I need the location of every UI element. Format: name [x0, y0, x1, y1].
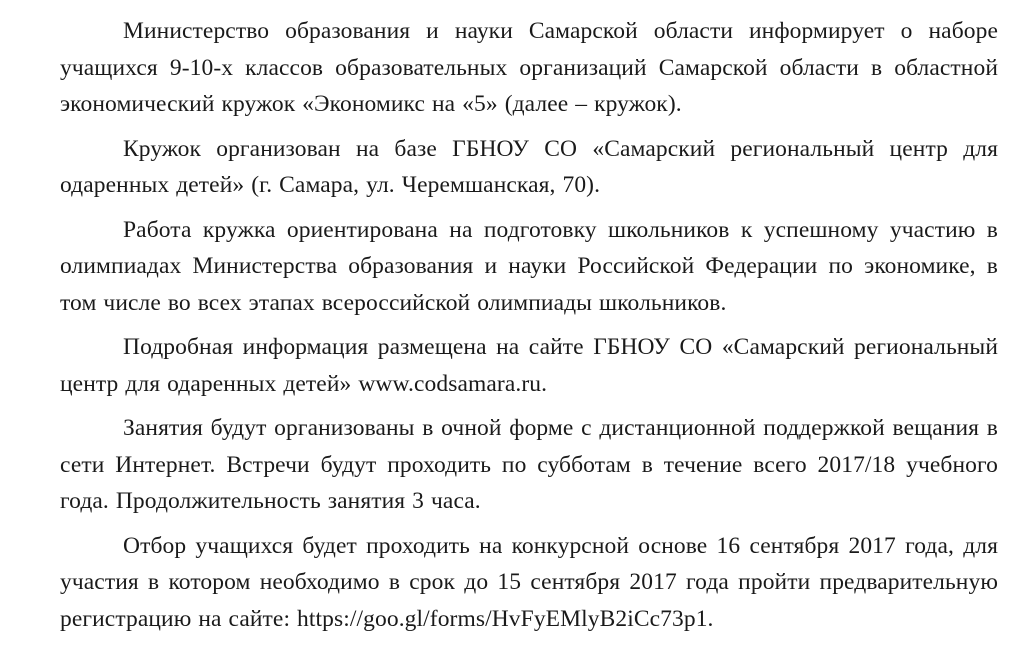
paragraph-website-info: Подробная информация размещена на сайте ГБНОУ СО «Самарский региональный центр для одаренных детей» www.codsamara.ru.	[60, 334, 998, 397]
paragraph-announcement: Министерство образования и науки Самарской области информирует о наборе учащихся 9-10-х классов образовательных организаций Самарской области в областной экономический кружок «Экономикс на «5» (далее – кружок).	[60, 18, 998, 117]
paragraph-purpose: Работа кружка ориентирована на подготовку школьников к успешному участию в олимпиадах Министерства образования и науки Российской Федерации по экономике, в том числе во всех этапах всероссийской олимпиады школьников.	[60, 216, 998, 316]
paragraph-registration: Отбор учащихся будет проходить на конкурсной основе 16 сентября 2017 года, для участия в котором необходимо в срок до 15 сентября 2017 года пройти предварительную регистрацию на сайте: https://goo.gl/forms/HvFyEMlyB2iCc73p1.	[60, 532, 998, 632]
paragraph-schedule: Занятия будут организованы в очной форме с дистанционной поддержкой вещания в сети Интернет. Встречи будут проходить по субботам в течение всего 2017/18 учебного года. Продолжительность занятия 3 часа.	[60, 415, 998, 514]
paragraph-organizer: Кружок организован на базе ГБНОУ СО «Самарский региональный центр для одаренных детей» (г. Самара, ул. Черемшанская, 70).	[60, 135, 998, 198]
